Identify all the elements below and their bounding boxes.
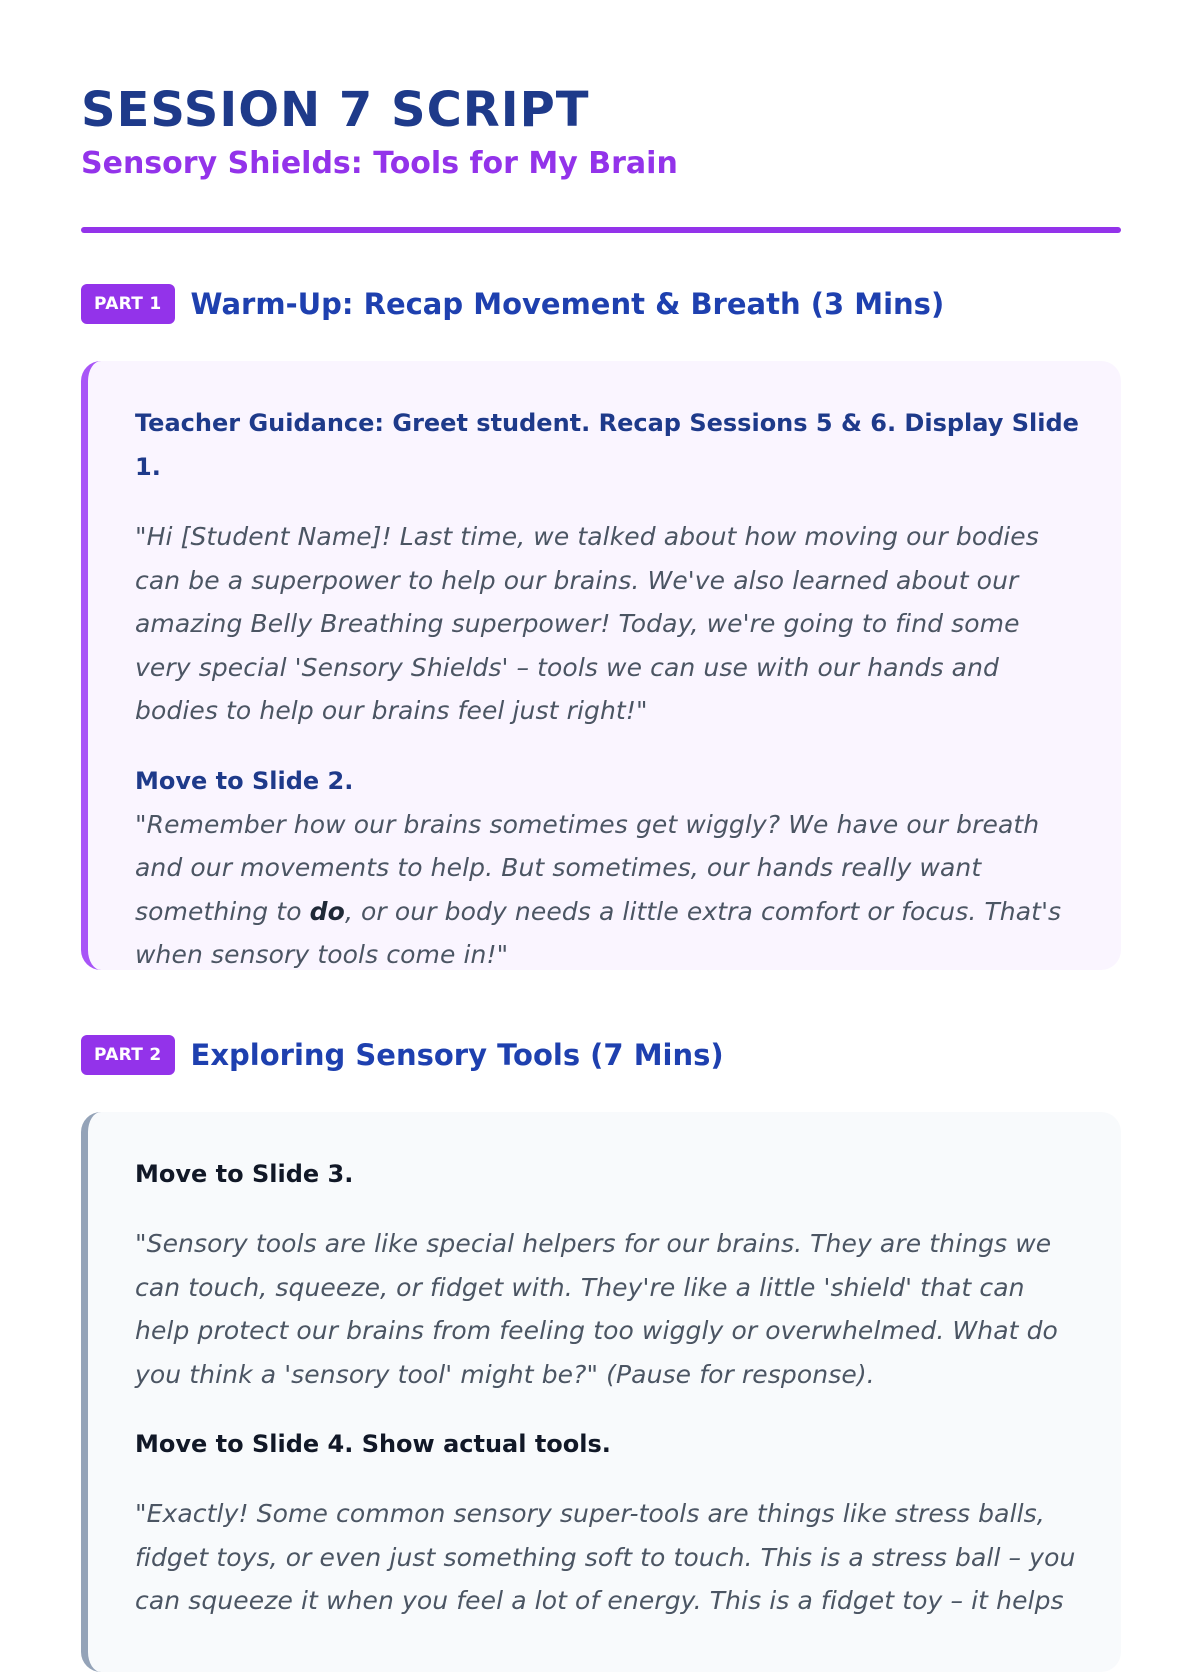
part-2-slide-move-1: Move to Slide 3. bbox=[135, 1160, 354, 1188]
part-1-quote-2-end: , or our body needs a little extra comfort or focus. That's when sensory tools come in!" bbox=[135, 896, 1062, 969]
part-1-header bbox=[81, 284, 944, 324]
part-1-badge: PART 1 bbox=[81, 284, 175, 324]
part-1-quote-2-start: "Remember how our brains sometimes get wiggly? We have our breath and our movements to help. But sometimes, our hands really want something to bbox=[135, 809, 1040, 926]
part-2-header bbox=[81, 1035, 724, 1075]
part-1-quote-2 bbox=[135, 803, 1081, 977]
part-2-badge: PART 2 bbox=[81, 1035, 175, 1075]
title-divider bbox=[81, 227, 1121, 233]
part-2-quote-1: "Sensory tools are like special helpers for our brains. They are things we can touch, squeeze, or fidget with. They're like a little 'shield' that can help protect our brains from feeling too wiggly or overwhelmed. What do you think a 'sensory tool' might be?" (Pause for response). bbox=[135, 1229, 1058, 1389]
part-2-slide-move-2: Move to Slide 4. Show actual tools. bbox=[135, 1430, 611, 1458]
part-1-slide-move: Move to Slide 2. bbox=[135, 766, 354, 795]
page-subtitle: Sensory Shields: Tools for My Brain bbox=[81, 146, 678, 181]
part-2-script-card bbox=[81, 1112, 1121, 1672]
part-1-script-card bbox=[81, 361, 1121, 970]
part-2-quote-2: "Exactly! Some common sensory super-tools are things like stress balls, fidget toys, or even just something soft to touch. This is a stress ball – you can squeeze it when you feel a lot of energy. This is a fidget toy – it helps bbox=[135, 1499, 1076, 1615]
teacher-guidance: Teacher Guidance: Greet student. Recap Sessions 5 & 6. Display Slide 1. bbox=[135, 409, 1079, 481]
part-1-quote-1: "Hi [Student Name]! Last time, we talked about how moving our bodies can be a superpower to help our brains. We've also learned about our amazing Belly Breathing superpower! Today, we're going to find some very special 'Sensory Shields' – tools we can use with our hands and bodies to help our brains feel just right!" bbox=[135, 522, 1039, 725]
part-2-title: Exploring Sensory Tools (7 Mins) bbox=[190, 1038, 724, 1072]
page-title: SESSION 7 SCRIPT bbox=[81, 82, 590, 138]
part-1-quote-2-emphasis: do bbox=[309, 896, 345, 926]
part-1-title: Warm-Up: Recap Movement & Breath (3 Mins) bbox=[190, 287, 945, 321]
